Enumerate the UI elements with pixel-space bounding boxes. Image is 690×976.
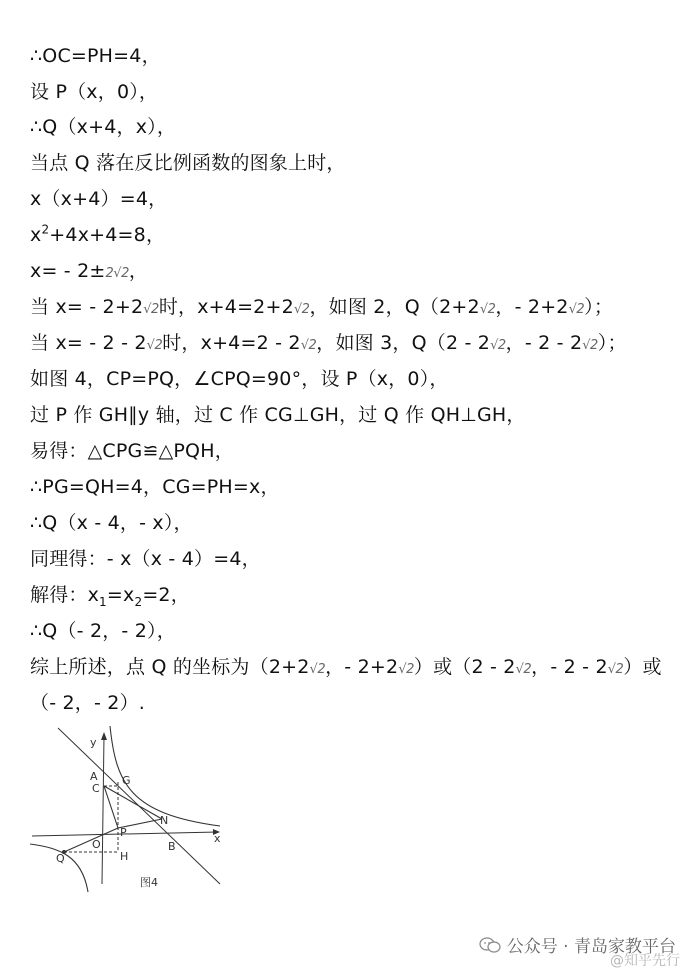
watermark-handle: @知乎先行 (610, 953, 680, 969)
text-segment: ）或 (623, 656, 662, 678)
line-8 (30, 295, 613, 322)
label-h: H (120, 850, 129, 863)
y-axis (102, 736, 104, 884)
text-segment: 综上所述，点 Q 的坐标为（2+2 (30, 656, 310, 678)
line-11: 过 P 作 GH∥y 轴，过 C 作 CG⊥GH，过 Q 作 QH⊥GH， (30, 404, 526, 426)
line-15: 同理得：- x（x - 4）=4， (30, 548, 261, 570)
subscript: 1 (99, 594, 107, 609)
text-segment: ）或（2 - 2 (413, 656, 516, 678)
text-segment: ，- 2 - 2 (531, 656, 608, 678)
line-17: ∴Q（- 2，- 2）， (30, 620, 176, 642)
segment-pq (64, 828, 118, 852)
text-segment: ）； (597, 332, 627, 354)
text-segment: ，- 2+2 (495, 296, 569, 318)
line-4: 当点 Q 落在反比例函数的图象上时， (30, 152, 346, 174)
label-x: x (214, 832, 221, 845)
label-p: P (120, 826, 127, 839)
radical: √2 (568, 302, 585, 317)
text-segment: ）； (584, 296, 614, 318)
radical: √2 (607, 662, 624, 677)
label-o: O (92, 838, 101, 851)
text-segment: 时，x+4=2 - 2 (162, 332, 301, 354)
line-13: ∴PG=QH=4，CG=PH=x， (30, 476, 280, 498)
label-a: A (90, 770, 98, 783)
line-3: ∴Q（x+4，x）， (30, 116, 177, 138)
figure-caption: 图4 (140, 876, 158, 889)
radical: √2 (398, 662, 414, 677)
radical: √2 (293, 302, 310, 317)
text-segment: x (30, 224, 42, 246)
label-y: y (90, 736, 97, 749)
radical: √2 (479, 302, 496, 317)
segment-cn (104, 786, 162, 819)
radical: √2 (582, 338, 598, 353)
label-c: C (92, 782, 100, 795)
text-segment: =x (106, 584, 135, 606)
superscript: 2 (41, 222, 50, 237)
text-segment: +4x+4=8， (49, 224, 166, 246)
radical: √2 (490, 338, 506, 353)
line-2: 设 P（x，0）， (30, 81, 159, 103)
label-g: G (122, 774, 131, 787)
radical: √2 (146, 338, 163, 353)
line-6 (30, 223, 165, 247)
radical: √2 (143, 302, 159, 317)
geometry-figure (30, 724, 230, 894)
text-segment: 解得：x (30, 584, 100, 606)
text-segment: ，如图 2，Q（2+2 (309, 296, 480, 318)
watermark-text: 公众号 · 青岛家教平台 (506, 937, 676, 957)
subscript: 2 (134, 594, 143, 609)
line-14: ∴Q（x - 4，- x）， (30, 512, 193, 534)
text-segment: x= - 2± (30, 260, 106, 282)
text-segment: 时，x+4=2+2 (158, 296, 294, 318)
line-19: （- 2，- 2）. (30, 692, 146, 714)
text-segment: ，- 2+2 (325, 656, 399, 678)
text-segment: ，如图 3，Q（2 - 2 (316, 332, 491, 354)
radical: √2 (300, 338, 317, 353)
line-7 (30, 259, 148, 286)
line-10: 如图 4，CP=PQ，∠CPQ=90°，设 P（x，0）， (30, 368, 449, 390)
line-1: ∴OC=PH=4， (30, 45, 161, 67)
text-segment: =2， (142, 584, 190, 606)
text-segment: ，- 2 - 2 (505, 332, 583, 354)
text-segment: 当 x= - 2 - 2 (30, 332, 147, 354)
label-n: N (160, 814, 169, 827)
text-segment: ， (128, 260, 149, 282)
radical: √2 (309, 662, 326, 677)
line-5: x（x+4）=4， (30, 188, 168, 210)
label-q: Q (56, 852, 65, 865)
wechat-icon (479, 936, 501, 954)
line-12: 易得：△CPG≌△PQH， (30, 440, 234, 462)
text-segment: 当 x= - 2+2 (30, 296, 144, 318)
radical: √2 (515, 662, 532, 677)
line-9 (30, 331, 627, 358)
y-axis-arrow (101, 732, 107, 740)
label-b: B (168, 840, 176, 853)
line-16 (30, 583, 190, 607)
line-18 (30, 655, 662, 682)
radical: 2√2 (105, 266, 129, 281)
